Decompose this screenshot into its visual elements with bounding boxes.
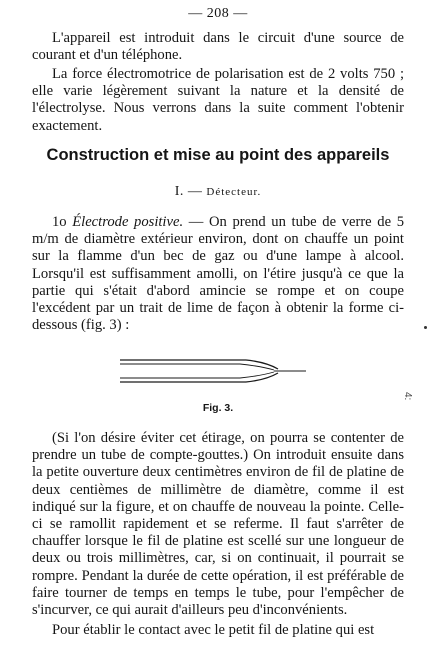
paragraph-contact: Pour établir le contact avec le petit fil de platine qui est xyxy=(52,622,375,638)
margin-dot xyxy=(424,326,427,329)
page-number: — 208 — xyxy=(188,6,248,21)
subsection-title: Détecteur. xyxy=(206,186,262,198)
item-number: 1o xyxy=(52,214,73,230)
margin-mark: 4: xyxy=(402,392,413,401)
subsection-number: I. — xyxy=(174,184,207,199)
figure-glass-tube xyxy=(118,348,308,398)
paragraph-circuit: L'appareil est introduit dans le circuit d'une source de courant et d'un téléphone. xyxy=(32,30,404,64)
paragraph-electrode xyxy=(32,214,404,334)
item-title: Électrode positive. xyxy=(72,214,184,230)
subsection-heading xyxy=(0,184,436,200)
tube-taper-bottom xyxy=(246,373,278,382)
paragraph-polarisation: La force électromotrice de polarisation est de 2 volts 750 ; elle varie légèrement suivant la nature et la densité de l'électrolyse. Nous verrons dans la suite comment l'obtenir exactement. xyxy=(32,66,404,134)
item-text: — On prend un tube de verre de 5 m/m de diamètre extérieur environ, dont on chauffe un point sur la flamme d'un bec de gaz ou d'une lampe à alcool. Lorsqu'il est suffisamment amolli, on l'étire jusqu'à ce que la partie qui s'était d'abord amincie se rompe et on coupe l'excédent par un trait de lime de façon à obtenir la forme ci-dessous (fig. 3) : xyxy=(32,214,404,334)
section-heading: Construction et mise au point des appareils xyxy=(46,146,390,164)
paragraph-platinum-wire: (Si l'on désire éviter cet étirage, on pourra se contenter de prendre un tube de compte-gouttes.) On introduit ensuite dans la petite ouverture deux centimètres environ de fil de platine de deux centièmes de millimètre de diamètre, comme il est indiqué sur la figure, et on chauffe de nouveau la pointe. Celle-ci se ramollit rapidement et se referme. Il faut s'arrêter de chauffer lorsque le fil de platine est scellé sur une longueur de deux ou trois millimètres, car, si on continuait, il pourrait se rompre. Pendant la durée de cette opération, il est préférable de faire tourner de temps en temps le tube, pour l'empêcher de s'incurver, ce qui aurait d'ailleurs peu d'inconvénients. xyxy=(32,430,404,619)
figure-caption: Fig. 3. xyxy=(202,402,234,414)
tube-taper-top xyxy=(246,360,278,369)
